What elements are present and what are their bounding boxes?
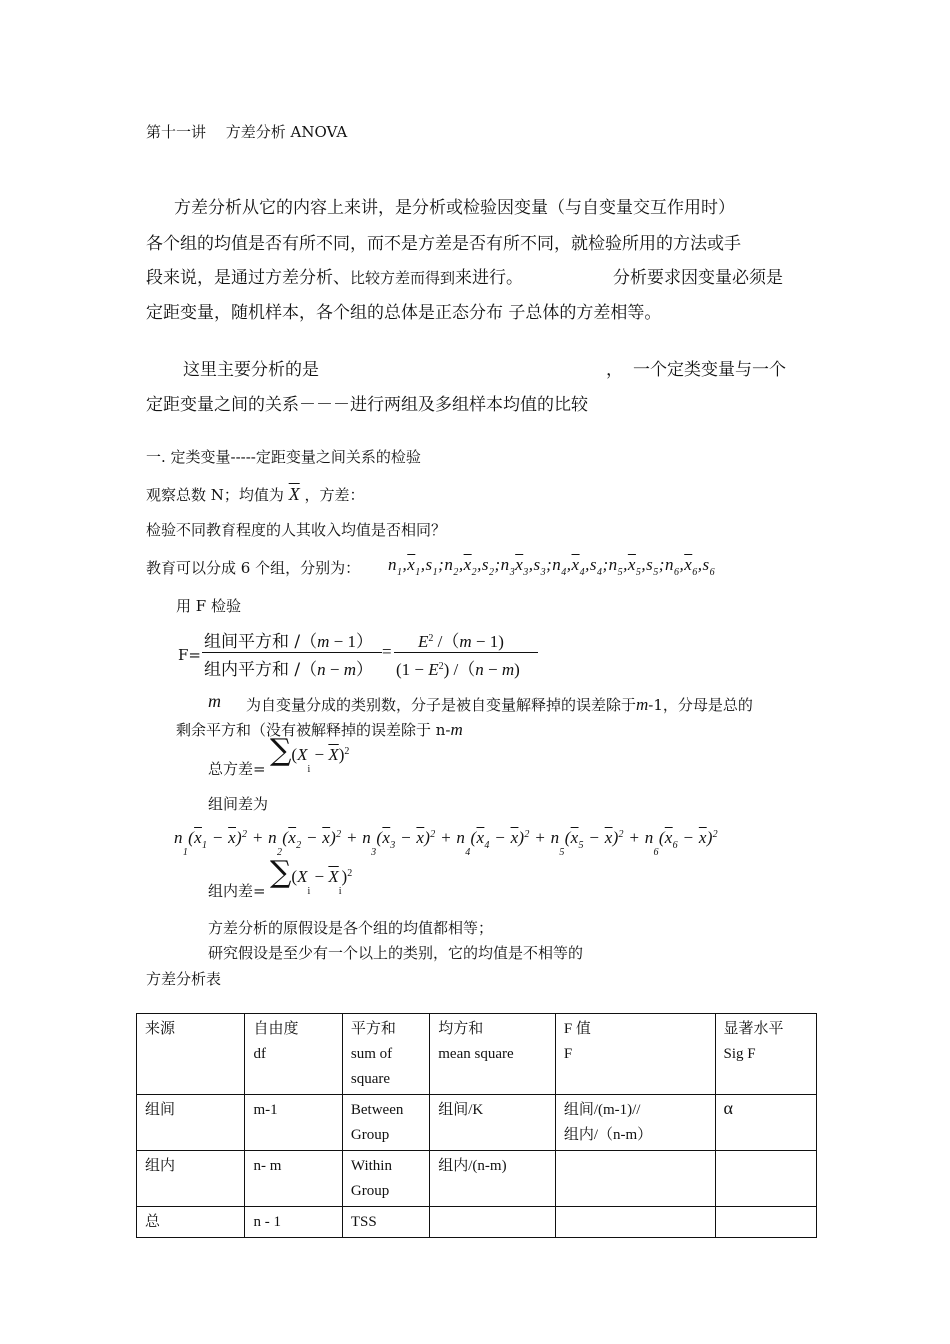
research-hypothesis: 研究假设是至少有一个以上的类别，它的均值是不相等的 xyxy=(208,944,584,962)
table-cell-line: 组内/(n-m) xyxy=(438,1158,507,1174)
table-cell-line: 均方和 xyxy=(438,1021,484,1037)
table-cell-line: Between xyxy=(350,1102,404,1118)
table-row xyxy=(137,1095,817,1151)
para1-line4: 定距变量，随机样本，各个组的总体是正态分布 子总体的方差相等。 xyxy=(146,303,662,323)
m-desc-line1: 为自变量分成的类别数，分子是被自变量解释掉的误差除于m-1，分母是总的 xyxy=(246,695,753,714)
para1-line3-b: 来进行。 xyxy=(455,268,524,288)
para1-line3-small: 比较方差而得到 xyxy=(350,269,456,287)
m-symbol: m xyxy=(208,691,221,711)
f-den-tail: ） xyxy=(356,660,374,680)
table-header-cell xyxy=(137,1014,245,1095)
table-cell xyxy=(342,1095,429,1151)
f-denominator-right: $(1 - E^2)$ /（n − m) xyxy=(396,660,520,679)
table-cell-line: m-1 xyxy=(253,1102,278,1118)
table-cell xyxy=(137,1207,245,1238)
f-num-tail: ） xyxy=(356,632,374,652)
table-header-cell xyxy=(430,1014,556,1095)
observation-line xyxy=(146,484,364,505)
table-cell-line: df xyxy=(253,1046,266,1062)
table-cell xyxy=(430,1207,556,1238)
section-heading: 一. 定类变量-----定距变量之间关系的检验 xyxy=(146,448,421,466)
table-cell xyxy=(715,1151,816,1207)
table-cell xyxy=(137,1151,245,1207)
table-cell-line: 自由度 xyxy=(253,1021,299,1037)
table-cell-line: F xyxy=(563,1046,573,1062)
table-cell-line: 显著水平 xyxy=(723,1021,784,1037)
table-cell-line: 平方和 xyxy=(350,1021,396,1037)
within-label: 组内差= xyxy=(208,882,266,900)
between-label: 组间差为 xyxy=(208,795,269,813)
para2-comma: ， xyxy=(606,360,623,380)
table-cell-line: Within xyxy=(350,1158,392,1174)
f-numerator-left: 组间平方和 /（m − 1） xyxy=(204,632,374,652)
table-cell xyxy=(137,1095,245,1151)
table-cell-line: 组内/（n-m） xyxy=(563,1127,653,1143)
null-hypothesis: 方差分析的原假设是各个组的均值都相等； xyxy=(208,919,494,937)
table-header-row xyxy=(137,1014,817,1095)
table-cell-line: n- m xyxy=(253,1158,282,1174)
anova-table xyxy=(136,1013,817,1238)
para1-line2: 各个组的均值是否有所不同，而不是方差是否有所不同，就检验所用的方法或手 xyxy=(146,234,741,254)
observation-prefix: 观察总数 N；均值为 xyxy=(146,486,284,504)
table-cell-line: 组间 xyxy=(145,1102,176,1118)
table-cell xyxy=(555,1095,715,1151)
table-cell xyxy=(245,1207,342,1238)
table-cell xyxy=(555,1151,715,1207)
f-label: F= xyxy=(178,646,201,664)
para1-line3-a: 段来说，是通过方差分析、 xyxy=(146,268,350,288)
table-header-cell xyxy=(715,1014,816,1095)
table-cell-line: n - 1 xyxy=(253,1214,281,1230)
table-cell-line: Group xyxy=(350,1183,390,1199)
table-cell-line: TSS xyxy=(350,1214,377,1230)
table-cell-line: 组内 xyxy=(145,1158,176,1174)
table-header-cell xyxy=(342,1014,429,1095)
f-num-text: 组间平方和 /（ xyxy=(204,632,318,652)
total-var-label: 总方差= xyxy=(208,760,266,778)
table-cell-line: 来源 xyxy=(145,1021,176,1037)
table-cell-line: 组间/(m-1)// xyxy=(563,1102,641,1118)
m-desc-line2: 剩余平方和（没有被解释掉的误差除于 n-m xyxy=(176,720,463,739)
table-cell xyxy=(245,1151,342,1207)
m-desc2-text: 剩余平方和（没有被解释掉的误差除于 n- xyxy=(176,721,451,739)
table-title: 方差分析表 xyxy=(146,970,222,988)
table-cell-line: Group xyxy=(350,1127,390,1143)
f-fraction-line-right xyxy=(394,652,538,653)
table-cell xyxy=(715,1207,816,1238)
table-cell xyxy=(715,1095,816,1151)
table-cell xyxy=(430,1095,556,1151)
para1-line1: 方差分析从它的内容上来讲，是分析或检验因变量（与自变量交互作用时） xyxy=(174,198,735,218)
table-row xyxy=(137,1151,817,1207)
table-cell xyxy=(342,1151,429,1207)
page-title: 第十一讲 方差分析 ANOVA xyxy=(146,123,348,141)
table-cell-line: Sig F xyxy=(723,1046,756,1062)
question-line: 检验不同教育程度的人其收入均值是否相同？ xyxy=(146,521,447,539)
para2-line1-b: 一个定类变量与一个 xyxy=(633,360,786,380)
total-var-formula: $\sum(X_i - \overline{X})^2$ xyxy=(270,733,350,775)
table-cell-line: 组间/K xyxy=(438,1102,484,1118)
table-cell xyxy=(555,1207,715,1238)
f-fraction-line-left xyxy=(202,652,382,653)
table-cell xyxy=(245,1095,342,1151)
para2-line1-a: 这里主要分析的是 xyxy=(183,360,319,380)
table-cell-line: mean square xyxy=(438,1046,514,1062)
f-equals: = xyxy=(382,642,392,661)
table-cell-line: 总 xyxy=(145,1214,161,1230)
m-desc1b-text: -1，分母是总的 xyxy=(648,696,753,714)
para2-line2: 定距变量之间的关系－－－进行两组及多组样本均值的比较 xyxy=(146,395,588,415)
table-cell-line: square xyxy=(350,1071,391,1087)
groups-formula: $n_1,\overline{x}_1,s_1;n_2,\overline{x}_2,s_2;n_3\overline{x}_3,s_3;n_4,\overline{x}_4,s_4;n_5,\overline{x}_5,s_5;n_6,\overline{x}_6,s_6$ xyxy=(388,555,716,578)
observation-suffix: ，方差： xyxy=(304,486,365,504)
table-header-cell xyxy=(555,1014,715,1095)
table-cell-line: F 值 xyxy=(563,1021,591,1037)
para1-line3 xyxy=(146,263,523,288)
m-desc1-text: 为自变量分成的类别数，分子是被自变量解释掉的误差除于 xyxy=(246,696,637,714)
mean-symbol: $\overline{X}$ xyxy=(288,484,300,504)
groups-prefix: 教育可以分成 6 个组，分别为： xyxy=(146,559,361,577)
table-cell xyxy=(342,1207,429,1238)
table-header-cell xyxy=(245,1014,342,1095)
table-row xyxy=(137,1207,817,1238)
table-cell-line: α xyxy=(723,1098,733,1118)
table-cell-line: sum of xyxy=(350,1046,393,1062)
f-den-text: 组内平方和 /（ xyxy=(204,660,318,680)
table-cell xyxy=(430,1151,556,1207)
para1-line3-c: 分析要求因变量必须是 xyxy=(613,268,783,288)
within-formula: $\sum(X_i - \overline{X}_i)^2$ xyxy=(270,855,353,897)
f-denominator-left: 组内平方和 /（n − m） xyxy=(204,660,374,680)
ftest-label: 用 F 检验 xyxy=(176,597,241,615)
f-numerator-right: $E^2$ /（m − 1) xyxy=(418,632,504,651)
between-formula: $n_1(\overline{x}_1 - \overline{x})^2 + n_2(\overline{x}_2 - \overline{x})^2 + n_3(\overline{x}_3 - \overline{x})^2 + n_4(\overline{x}_4 - \overline{x})^2 + n_5(\overline{x}_5 - \overline{x})^2 + n_6(\overline{x}_6 - \overline{x})^2$ xyxy=(174,828,718,858)
